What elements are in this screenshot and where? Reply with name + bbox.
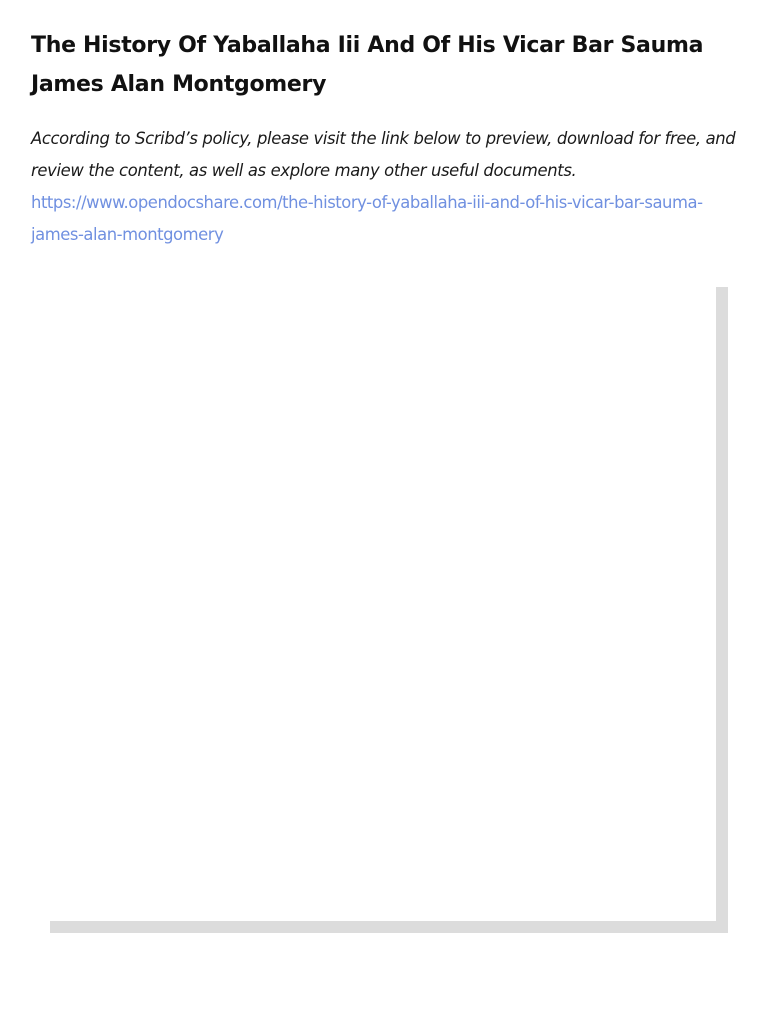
- policy-notice: According to Scribd’s policy, please visit the link below to preview, download for free, and review the content, as well as explore many other useful documents.: [31, 129, 736, 180]
- document-link[interactable]: https://www.opendocshare.com/the-history-of-yaballaha-iii-and-of-his-vicar-bar-sauma-james-alan-montgomery: [31, 193, 703, 244]
- document-preview-frame: [38, 275, 716, 921]
- document-title: The History Of Yaballaha Iii And Of His Vicar Bar Sauma James Alan Montgomery: [31, 33, 704, 97]
